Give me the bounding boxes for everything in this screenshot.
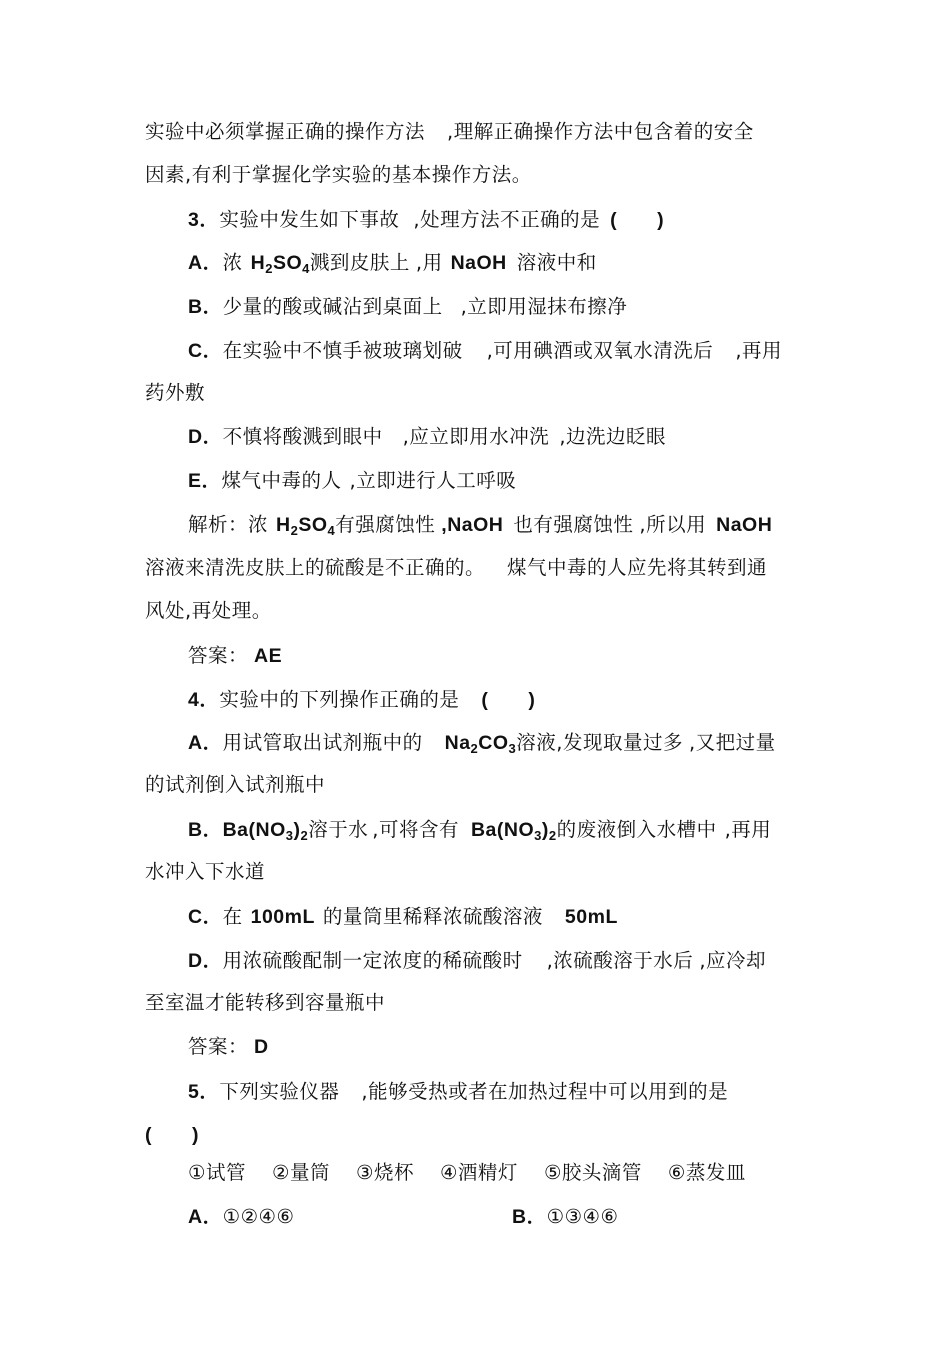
subscript: 4: [327, 523, 336, 538]
q4-option-b-cont: [145, 857, 950, 887]
text: ,能够受热或者在加热过程中可以用到的是: [361, 1080, 729, 1103]
option-letter: C．: [188, 906, 223, 928]
subscript: 3: [534, 828, 542, 843]
q5-items: [188, 1158, 950, 1188]
text: ,再用: [724, 818, 772, 841]
text: ,可将含有: [372, 818, 459, 841]
item: ①试管: [188, 1161, 246, 1184]
text: 在实验中不慎手被玻璃划破: [222, 339, 463, 362]
text: 也有强腐蚀性: [513, 513, 634, 536]
text: ,再用: [735, 339, 783, 362]
text: 煤气中毒的人: [221, 469, 342, 492]
text: ,所以用: [639, 513, 707, 536]
formula: NaOH: [716, 514, 773, 536]
formula: H: [250, 252, 266, 274]
subscript: 2: [265, 261, 273, 276]
intro-line-1: [145, 117, 950, 147]
text: 实验中必须掌握正确的操作方法: [145, 120, 426, 143]
q3-analysis-line-1: [188, 510, 950, 540]
q4-stem: [188, 685, 950, 715]
text: 药外敷: [145, 381, 206, 404]
analysis-label: 解析：浓: [188, 513, 269, 536]
formula: SO: [298, 514, 328, 536]
option-letter: C．: [188, 340, 223, 362]
item: ③烧杯: [355, 1161, 414, 1184]
intro-line-2: [145, 160, 950, 190]
option-letter: B．: [188, 819, 223, 841]
answer-label: 答案：: [188, 1035, 249, 1058]
text: ,立即进行人工呼吸: [349, 469, 517, 492]
text: ,应立即用水冲洗: [402, 425, 550, 448]
text: 溶液来清洗皮肤上的硫酸是不正确的。: [145, 556, 486, 579]
answer-paren: ( ): [610, 209, 665, 231]
text: 用浓硫酸配制一定浓度的稀硫酸时: [222, 949, 523, 972]
subscript: 3: [508, 741, 517, 756]
subscript: 2: [300, 828, 309, 843]
q4-option-d: [188, 946, 950, 976]
q4-option-a-cont: [145, 770, 950, 800]
answer-value: AE: [254, 645, 283, 667]
text: 因素,有利于掌握化学实验的基本操作方法。: [145, 163, 532, 186]
q4-option-c: [188, 902, 950, 932]
q3-option-a: [188, 248, 950, 278]
subscript: 4: [302, 261, 310, 276]
q3-option-b: [188, 292, 950, 322]
q4-option-b: [188, 815, 950, 845]
q3-answer: [188, 641, 950, 671]
q3-option-e: [188, 466, 950, 496]
answer-label: 答案：: [188, 644, 249, 667]
text: 溶液: [516, 731, 557, 754]
volume-value: 50mL: [564, 906, 618, 928]
option-letter: B．: [512, 1206, 547, 1228]
text: ,处理方法不正确的是: [413, 208, 601, 231]
item: ②量筒: [271, 1161, 330, 1184]
text: 风处,再处理。: [145, 599, 272, 622]
formula: H: [276, 514, 291, 536]
answer-paren: ( ): [481, 689, 536, 711]
text: 的量筒里稀释浓硫酸溶液: [322, 905, 543, 928]
text: ,理解正确操作方法中包含着的安全: [447, 120, 754, 143]
item: ⑤胶头滴管: [543, 1161, 642, 1184]
formula: ): [293, 819, 301, 841]
option-letter: A．: [188, 1206, 223, 1228]
q4-option-d-cont: [145, 988, 950, 1018]
formula: CO: [478, 732, 509, 754]
text: 实验中发生如下事故: [219, 208, 400, 231]
text: 实验中的下列操作正确的是: [219, 688, 460, 711]
text: 水冲入下水道: [145, 860, 266, 883]
text: ,应冷却: [699, 949, 767, 972]
q5-paren-line: [145, 1120, 950, 1150]
text: 溶于水: [308, 818, 369, 841]
q3-option-d: [188, 422, 950, 452]
formula: Na: [444, 732, 471, 754]
text: 煤气中毒的人应先将其转到通: [507, 556, 768, 579]
q3-option-c: [188, 336, 950, 366]
q4-option-a: [188, 728, 950, 758]
option-letter: A．: [188, 252, 223, 274]
q3-analysis-line-2: [145, 553, 950, 583]
text: 下列实验仪器: [219, 1080, 340, 1103]
subscript: 3: [285, 828, 294, 843]
text: 至室温才能转移到容量瓶中: [145, 991, 386, 1014]
text: ,可用碘酒或双氧水清洗后: [486, 339, 714, 362]
subscript: 2: [290, 523, 299, 538]
q5-option-a: [188, 1205, 295, 1228]
text: 在: [222, 905, 243, 928]
formula: SO: [272, 252, 303, 274]
text: 有强腐蚀性: [335, 513, 436, 536]
formula: NaOH: [450, 252, 507, 274]
question-number: 3．: [188, 209, 220, 231]
text: 不慎将酸溅到眼中: [222, 425, 383, 448]
q3-analysis-line-3: [145, 596, 950, 626]
text: ,用: [415, 251, 443, 274]
subscript: 2: [470, 741, 479, 756]
q5-options-row: [188, 1202, 950, 1232]
question-number: 4．: [188, 689, 220, 711]
answer-paren: ( ): [145, 1124, 199, 1146]
q5-option-b: [512, 1202, 619, 1232]
text: ,又把过量: [688, 731, 776, 754]
option-letter: E．: [188, 470, 222, 492]
option-letter: D．: [188, 426, 223, 448]
text: 的试剂倒入试剂瓶中: [145, 773, 326, 796]
option-letter: D．: [188, 950, 223, 972]
text: ,发现取量过多: [556, 731, 683, 754]
q3-stem: [188, 205, 950, 235]
text: 的废液倒入水槽中: [556, 818, 717, 841]
q3-option-c-cont: [145, 378, 950, 408]
option-letter: B．: [188, 296, 223, 318]
item: ④酒精灯: [439, 1161, 518, 1184]
text: 用试管取出试剂瓶中的: [222, 731, 423, 754]
text: 少量的酸或碱沾到桌面上: [222, 295, 443, 318]
option-value: ①②④⑥: [222, 1205, 295, 1228]
formula: Ba(NO: [470, 819, 535, 841]
volume-value: 100mL: [250, 906, 315, 928]
option-value: ①③④⑥: [546, 1205, 619, 1228]
text: ,立即用湿抹布擦净: [460, 295, 628, 318]
q5-stem: [188, 1077, 950, 1107]
option-letter: A．: [188, 732, 223, 754]
item: ⑥蒸发皿: [667, 1161, 746, 1184]
text: ,边洗边眨眼: [559, 425, 667, 448]
answer-value: D: [254, 1036, 269, 1058]
text: ,浓硫酸溶于水后: [546, 949, 694, 972]
subscript: 2: [548, 828, 557, 843]
text: 浓: [222, 251, 243, 274]
text: 溶液中和: [516, 251, 597, 274]
formula: ,NaOH: [441, 514, 504, 536]
q4-answer: [188, 1032, 950, 1062]
formula: Ba(NO: [222, 819, 286, 841]
question-number: 5．: [188, 1081, 220, 1103]
text: 溅到皮肤上: [309, 251, 410, 274]
formula: ): [541, 819, 549, 841]
